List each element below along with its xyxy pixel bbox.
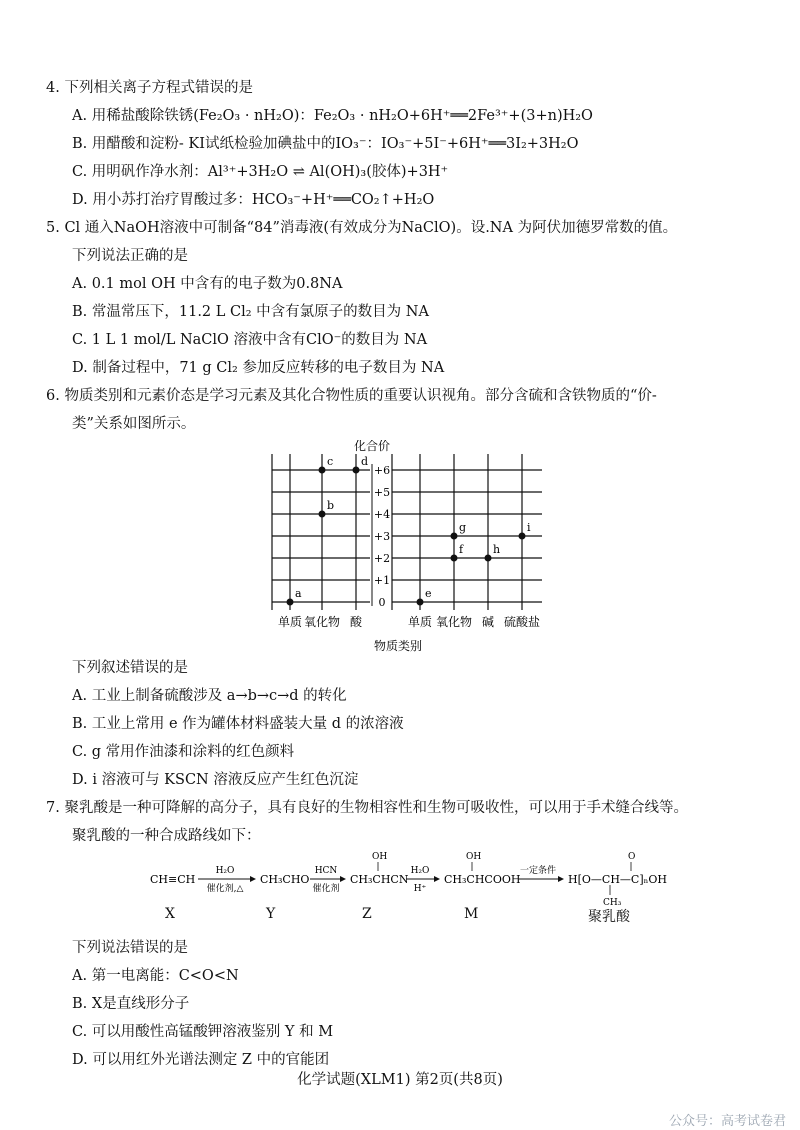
arrow-2-head bbox=[340, 876, 346, 882]
y-tick-label: 0 bbox=[378, 596, 386, 609]
point-b bbox=[319, 511, 326, 518]
point-g bbox=[451, 533, 458, 540]
chart-x-categories bbox=[278, 614, 540, 629]
y-tick-label: +3 bbox=[373, 530, 391, 543]
compound-x: CH≡CH bbox=[150, 873, 196, 886]
q6-option-b: B. 工业上常用 e 作为罐体材料盛装大量 d 的浓溶液 bbox=[72, 716, 404, 732]
q4-stem: 4. 下列相关离子方程式错误的是 bbox=[46, 80, 253, 96]
point-label-d: d bbox=[361, 455, 369, 468]
q5-option-c: C. 1 L 1 mol/L NaClO 溶液中含有ClO⁻的数目为 NA bbox=[72, 332, 428, 348]
point-d bbox=[353, 467, 360, 474]
x-category-label: 单质 bbox=[277, 615, 303, 629]
point-c bbox=[319, 467, 326, 474]
y-tick-label: +1 bbox=[373, 574, 391, 587]
q5-option-d: D. 制备过程中，71 g Cl₂ 参加反应转移的电子数目为 NA bbox=[72, 360, 445, 376]
point-label-c: c bbox=[327, 455, 334, 468]
q7-option-c: C. 可以用酸性高锰酸钾溶液鉴别 Y 和 M bbox=[72, 1024, 334, 1040]
arrow-4-head bbox=[558, 876, 564, 882]
x-category-label: 碱 bbox=[481, 615, 495, 629]
q5-sub: 下列说法正确的是 bbox=[72, 248, 188, 264]
point-a bbox=[287, 599, 294, 606]
point-label-e: e bbox=[425, 587, 432, 600]
valence-class-chart bbox=[260, 440, 590, 655]
arrow-1-head bbox=[250, 876, 256, 882]
y-tick-label: +4 bbox=[373, 508, 391, 521]
chart-points bbox=[287, 455, 532, 606]
q7-option-b: B. X是直线形分子 bbox=[72, 996, 190, 1012]
chart-x-axis-label: 物质类别 bbox=[373, 639, 423, 653]
q6-option-a: A. 工业上制备硫酸涉及 a→b→c→d 的转化 bbox=[72, 688, 347, 704]
watermark: 公众号：高考试卷君 bbox=[668, 1114, 786, 1129]
arrow-1-bottom: 催化剂,△ bbox=[206, 884, 244, 894]
x-category-label: 氧化物 bbox=[435, 615, 473, 629]
point-label-h: h bbox=[493, 543, 501, 556]
x-category-label: 单质 bbox=[407, 615, 433, 629]
point-label-f: f bbox=[459, 543, 464, 556]
q5-stem: 5. Cl 通入NaOH溶液中可制备“84”消毒液(有效成分为NaClO)。设.NA 为阿伏加德罗常数的值。 bbox=[46, 220, 678, 236]
q7-option-a: A. 第一电离能：C<O<N bbox=[72, 968, 239, 984]
arrow-3-bottom: H⁺ bbox=[413, 884, 427, 894]
q6-option-c: C. g 常用作油漆和涂料的红色颜料 bbox=[72, 744, 295, 760]
point-e bbox=[417, 599, 424, 606]
q5-option-b: B. 常温常压下，11.2 L Cl₂ 中含有氯原子的数目为 NA bbox=[72, 304, 429, 320]
q7-option-d: D. 可以用红外光谱法测定 Z 中的官能团 bbox=[72, 1052, 330, 1068]
q4-option-c: C. 用明矾作净水剂：Al³⁺+3H₂O ⇌ Al(OH)₃(胶体)+3H⁺ bbox=[72, 164, 449, 180]
x-category-label: 酸 bbox=[349, 615, 363, 629]
label-y: Y bbox=[266, 906, 276, 922]
arrow-4-top: 一定条件 bbox=[519, 866, 557, 876]
q4-option-b: B. 用醋酸和淀粉- KI试纸检验加碘盐中的IO₃⁻：IO₃⁻+5I⁻+6H⁺══3I₂+3H₂O bbox=[72, 136, 579, 152]
compound-z-oh: OH bbox=[372, 852, 388, 862]
chart-y-axis-label: 化合价 bbox=[353, 440, 391, 453]
polymer-methyl: CH₃ bbox=[603, 898, 622, 908]
q6-sub: 下列叙述错误的是 bbox=[72, 660, 188, 676]
polymer-carbonyl-o: O bbox=[628, 852, 636, 862]
page-footer: 化学试题(XLM1) 第2页(共8页) bbox=[297, 1072, 503, 1088]
q7-stem-line2: 聚乳酸的一种合成路线如下： bbox=[72, 828, 261, 844]
arrow-2-top: HCN bbox=[314, 866, 338, 876]
point-h bbox=[485, 555, 492, 562]
y-tick-label: +5 bbox=[373, 486, 391, 499]
polymer-lactic-acid: H[O—CH—C]ₙOH bbox=[568, 873, 667, 886]
point-f bbox=[451, 555, 458, 562]
q6-option-d: D. i 溶液可与 KSCN 溶液反应产生红色沉淀 bbox=[72, 772, 359, 788]
label-z: Z bbox=[362, 906, 372, 922]
compound-m: CH₃CHCOOH bbox=[444, 873, 521, 886]
y-tick-label: +6 bbox=[373, 464, 391, 477]
label-x: X bbox=[165, 906, 175, 922]
label-m: M bbox=[464, 906, 479, 922]
q7-sub: 下列说法错误的是 bbox=[72, 940, 188, 956]
point-label-i: i bbox=[527, 521, 531, 534]
arrow-2-bottom: 催化剂 bbox=[312, 884, 340, 894]
compound-z: CH₃CHCN bbox=[350, 873, 409, 886]
label-polymer: 聚乳酸 bbox=[588, 909, 630, 925]
arrow-1-top: H₂O bbox=[215, 866, 235, 876]
q7-stem-line1: 7. 聚乳酸是一种可降解的高分子，具有良好的生物相容性和生物可吸收性，可以用于手术缝合线等。 bbox=[46, 800, 688, 816]
compound-m-oh: OH bbox=[466, 852, 482, 862]
x-category-label: 氧化物 bbox=[303, 615, 341, 629]
arrow-3-head bbox=[434, 876, 440, 882]
y-tick-label: +2 bbox=[373, 552, 391, 565]
point-label-g: g bbox=[459, 521, 467, 534]
x-category-label: 硫酸盐 bbox=[503, 615, 541, 629]
q5-option-a: A. 0.1 mol OH 中含有的电子数为0.8NA bbox=[72, 276, 343, 292]
compound-y: CH₃CHO bbox=[260, 873, 310, 886]
point-label-b: b bbox=[327, 499, 335, 512]
chart-y-ticks bbox=[374, 464, 390, 609]
q4-option-d: D. 用小苏打治疗胃酸过多：HCO₃⁻+H⁺══CO₂↑+H₂O bbox=[72, 192, 435, 208]
point-i bbox=[519, 533, 526, 540]
q6-stem-line2: 类”关系如图所示。 bbox=[72, 416, 196, 432]
q6-stem-line1: 6. 物质类别和元素价态是学习元素及其化合物性质的重要认识视角。部分含硫和含铁物质的“价- bbox=[46, 388, 657, 404]
point-label-a: a bbox=[295, 587, 302, 600]
q4-option-a: A. 用稀盐酸除铁锈(Fe₂O₃ · nH₂O)：Fe₂O₃ · nH₂O+6H⁺══2Fe³⁺+(3+n)H₂O bbox=[72, 108, 593, 124]
chart-grid bbox=[272, 454, 542, 610]
arrow-3-top: H₂O bbox=[410, 866, 430, 876]
